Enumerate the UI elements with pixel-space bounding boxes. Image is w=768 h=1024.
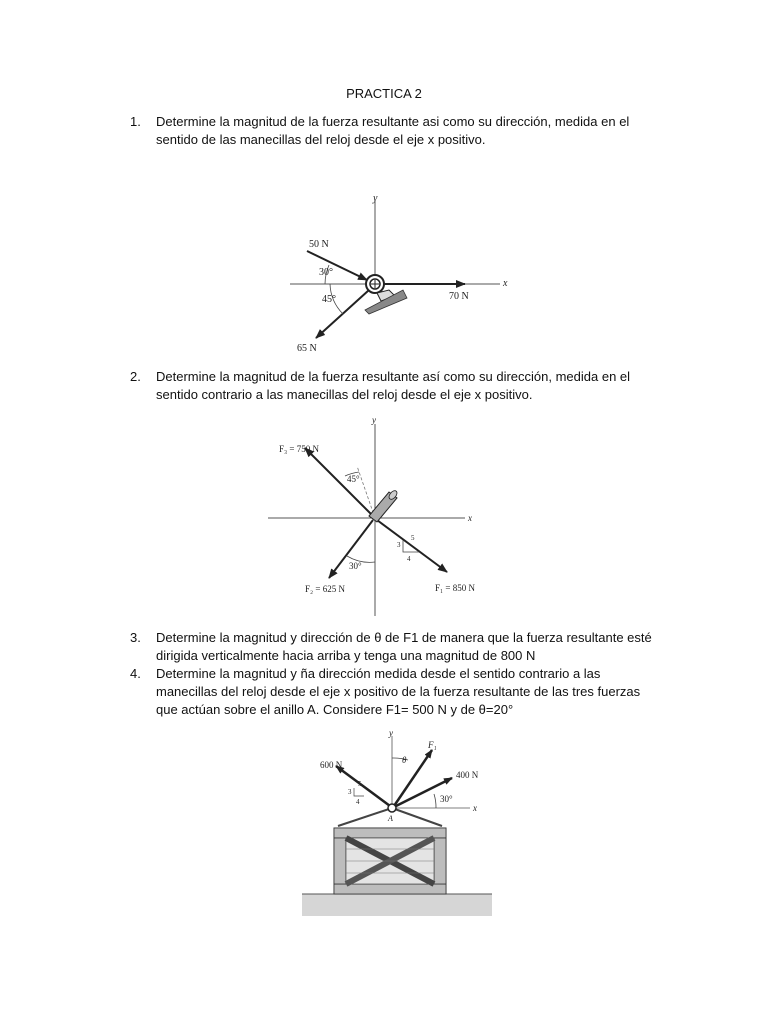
question-text: Determine la magnitud de la fuerza resultante así como su dirección, medida en el sentido contrario a las manecillas del reloj desde el eje x positivo.: [156, 369, 631, 402]
force-f3-arrow: [305, 448, 373, 516]
figure-2-diagram: [265, 412, 505, 622]
question-number: 1.: [130, 114, 141, 129]
x-axis-label: x: [503, 278, 508, 289]
y-axis-label: y: [389, 728, 393, 738]
figure-4: [298, 728, 498, 924]
figure-2: [265, 412, 505, 622]
force-70-label: 70 N: [449, 291, 469, 302]
angle-45-label: 45°: [347, 474, 360, 484]
force-600-label: 600 N: [320, 760, 343, 770]
figure-1: [285, 190, 525, 360]
force-f2-label: F₂ = 625 N: [305, 584, 345, 594]
y-axis-label: y: [373, 193, 378, 204]
force-f1-label: F₁: [428, 740, 437, 750]
question-number: 3.: [130, 630, 141, 645]
ground: [302, 894, 492, 916]
theta-label: θ: [402, 755, 407, 765]
cable-right: [392, 808, 442, 826]
triangle-label-4: 4: [407, 555, 411, 563]
question-text: Determine la magnitud de la fuerza resultante asi como su dirección, medida en el sentido de las manecillas del reloj desde el eje x positivo.: [156, 114, 630, 147]
triangle-label-4: 4: [356, 798, 360, 806]
page-title: PRACTICA 2: [346, 86, 422, 101]
force-600-arrow: [336, 766, 390, 806]
y-axis-label: y: [372, 415, 376, 425]
cable-left: [338, 808, 392, 826]
x-axis-label: x: [468, 513, 472, 523]
force-f3-label: F₃ = 750 N: [279, 444, 319, 454]
force-f1-label: F₁ = 850 N: [435, 583, 475, 593]
angle-30-label: 30°: [349, 561, 362, 571]
force-400-label: 400 N: [456, 770, 479, 780]
force-65-label: 65 N: [297, 343, 317, 354]
force-50-label: 50 N: [309, 239, 329, 250]
angle-45-label: 45°: [322, 294, 336, 305]
ring-a: [388, 804, 396, 812]
triangle-label-5: 5: [358, 780, 362, 788]
figure-4-diagram: [298, 728, 498, 924]
question-number: 4.: [130, 666, 141, 681]
triangle-label-3: 3: [348, 788, 352, 796]
force-f1-arrow: [377, 520, 447, 572]
angle-30-label: 30°: [440, 794, 453, 804]
figure-1-diagram: [285, 190, 525, 360]
question-text: Determine la magnitud y ña dirección medida desde el sentido contrario a las manecillas del reloj desde el eje x positivo de la fuerza resultante de las tres fuerzas que actúan sobre el anillo A. Considere F1= 500 N y de θ=20°: [156, 666, 641, 717]
triangle-label-5: 5: [411, 534, 415, 542]
force-50-arrow: [307, 251, 367, 280]
ring-label: A: [388, 814, 393, 823]
question-text: Determine la magnitud y dirección de θ de F1 de manera que la fuerza resultante esté dirigida verticalmente hacia arriba y tenga una magnitud de 800 N: [156, 630, 652, 663]
x-axis-label: x: [473, 803, 477, 813]
triangle-label-3: 3: [397, 541, 401, 549]
slope-triangle: [354, 788, 364, 796]
angle-30-label: 30°: [319, 267, 333, 278]
question-number: 2.: [130, 369, 141, 384]
